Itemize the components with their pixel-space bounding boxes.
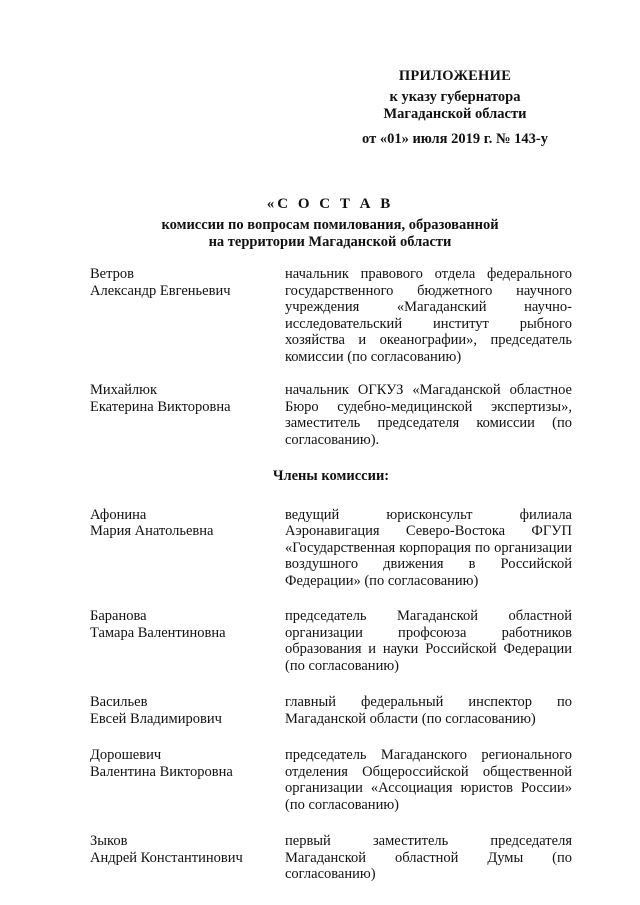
member-name: [90, 694, 270, 727]
list-item: [90, 382, 572, 448]
appendix-header: [340, 68, 570, 148]
member-name: [90, 747, 270, 813]
members-heading: Члены комиссии:: [272, 468, 390, 484]
member-given-name: Тамара Валентиновна: [90, 624, 226, 641]
member-role: главный федеральный инспектор по Магаданской области (по согласованию): [285, 694, 572, 727]
list-item: [90, 694, 572, 727]
title-subtitle-line-1: комиссии по вопросам помилования, образованной: [161, 217, 499, 233]
region-name: Магаданской области: [383, 106, 527, 122]
member-role: начальник правового отдела федерального государственного бюджетного научного учреждения «Магаданский научно-исследовательский институт рыбного хозяйства и океанографии», председатель комиссии (по согласованию): [285, 266, 572, 365]
appendix-title: ПРИЛОЖЕНИЕ: [398, 68, 512, 84]
list-item: [90, 608, 572, 674]
member-surname: Афонина: [90, 506, 147, 523]
member-name: [90, 833, 270, 883]
title-subtitle-line-2: на территории Магаданской области: [208, 234, 452, 250]
commission-list: [90, 266, 572, 883]
member-surname: Дорошевич: [90, 747, 162, 763]
list-item: [90, 507, 572, 590]
member-given-name: Андрей Константинович: [90, 849, 243, 866]
list-item: [90, 266, 572, 365]
member-given-name: Екатерина Викторовна: [90, 398, 231, 415]
member-name: [90, 608, 270, 674]
decree-reference: к указу губернатора: [389, 89, 521, 105]
member-given-name: Мария Анатольевна: [90, 523, 214, 539]
decree-date-number: от «01» июля 2019 г. № 143-у: [362, 131, 548, 147]
member-surname: Васильев: [90, 694, 148, 710]
member-role: председатель Магаданской областной организации профсоюза работников образования и науки Российской Федерации (по согласованию): [285, 608, 572, 674]
list-item: [90, 833, 572, 883]
list-item: [90, 747, 572, 813]
member-role: начальник ОГКУЗ «Магаданской областное Бюро судебно-медицинской экспертизы», заместитель председателя комиссии (по согласованию).: [285, 382, 572, 448]
member-surname: Ветров: [90, 266, 134, 282]
member-given-name: Александр Евгеньевич: [90, 282, 231, 299]
member-name: [90, 507, 270, 590]
member-given-name: Валентина Викторовна: [90, 763, 233, 780]
member-surname: Зыков: [90, 833, 128, 849]
member-surname: Баранова: [90, 608, 147, 624]
title-composition: «С О С Т А В: [266, 196, 394, 212]
member-surname: Михайлюк: [90, 382, 158, 398]
member-role: первый заместитель председателя Магаданской областной Думы (по согласованию): [285, 833, 572, 882]
member-role: ведущий юрисконсульт филиала Аэронавигация Северо-Востока ФГУП «Государственная корпорация по организации воздушного движения в Российской Федерации» (по согласованию): [285, 506, 572, 589]
member-given-name: Евсей Владимирович: [90, 710, 222, 727]
member-name: [90, 382, 270, 448]
member-name: [90, 266, 270, 365]
document-title: [90, 196, 570, 251]
member-role: председатель Магаданского регионального отделения Общероссийской общественной организации «Ассоциация юристов России» (по согласованию): [285, 747, 572, 813]
